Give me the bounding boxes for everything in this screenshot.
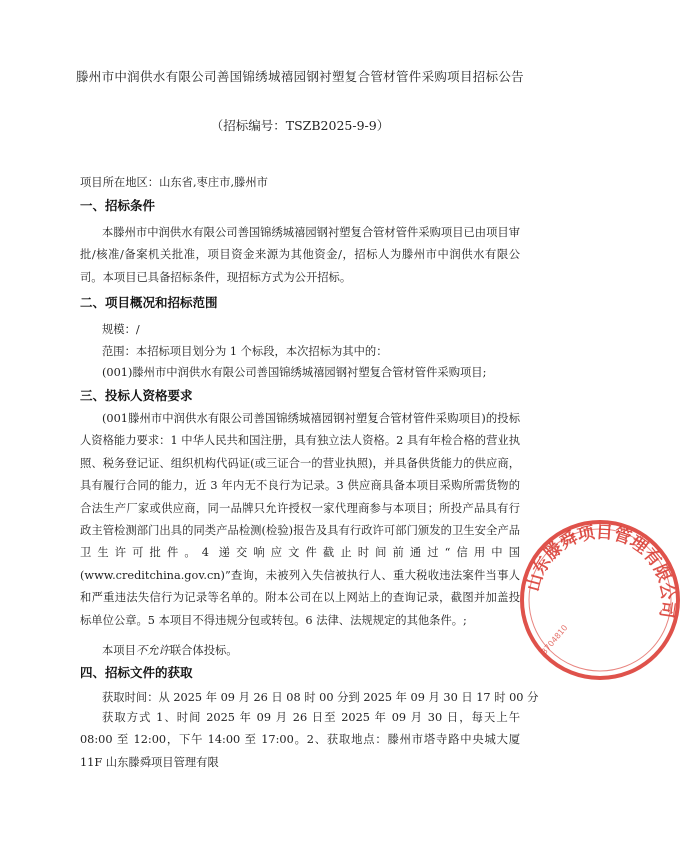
section-4-method: 获取方式 1、时间 2025 年 09 月 26 日至 2025 年 09 月 30 日，每天上午 08:00 至 12:00，下午 14:00 至 17:00。2、获取地点：滕州市塔寺路中央城大厦 11F 山东滕舜项目管理有限	[80, 711, 520, 769]
section-1-text: 本滕州市中润供水有限公司善国锦绣城禧园钢衬塑复合管材管件采购项目已由项目审批/核准/备案机关批准，项目资金来源为其他资金/，招标人为滕州市中润供水有限公司。本项目已具备招标条件，现招标方式为公开招标。	[80, 226, 520, 284]
section-1-heading: 一、招标条件	[80, 198, 156, 213]
project-location: 项目所在地区：山东省,枣庄市,滕州市	[80, 176, 268, 189]
section-2-lot: (001)滕州市中润供水有限公司善国锦绣城禧园钢衬塑复合管材管件采购项目;	[102, 366, 487, 379]
company-seal	[515, 515, 685, 685]
section-4-heading: 四、招标文件的获取	[80, 665, 193, 680]
bid-number: （招标编号：TSZB2025-9-9）	[210, 118, 390, 133]
joint-bid-suffix: 联合体投标。	[169, 644, 238, 657]
joint-bid-prefix: 本项目	[102, 644, 136, 657]
seal-code: 3704810	[539, 623, 570, 657]
document-title: 滕州市中润供水有限公司善国锦绣城禧园钢衬塑复合管材管件采购项目招标公告	[75, 69, 524, 84]
joint-bid-italic: 不允许	[135, 644, 170, 657]
section-2-scale: 规模：/	[102, 323, 140, 336]
svg-text:山东滕舜项目管理有限公司	[523, 523, 677, 620]
section-3-heading: 三、投标人资格要求	[80, 388, 193, 403]
section-4-time: 获取时间：从 2025 年 09 月 26 日 08 时 00 分到 2025 年 09 月 30 日 17 时 00 分	[102, 691, 539, 704]
section-2-scope: 范围：本招标项目划分为 1 个标段，本次招标为其中的：	[102, 345, 388, 358]
joint-bid-note	[102, 642, 238, 658]
seal-text: 山东滕舜项目管理有限公司	[523, 522, 678, 620]
section-2-heading: 二、项目概况和招标范围	[80, 295, 218, 310]
section-3-text: (001滕州市中润供水有限公司善国锦绣城禧园钢衬塑复合管材管件采购项目)的投标人资格能力要求：1 中华人民共和国注册，具有独立法人资格。2 具有年检合格的营业执照、税务登记证、组织机构代码证(或三证合一的营业执照)，并具备供货能力的供应商，具有履行合同的能力，近 3 年内无不良行为记录。3 供应商具备本项目采购所需货物的合法生产厂家或供应商，同一品牌只允许授权一家代理商参与本项目；所投产品具有行政主管检测部门出具的同类产品检测(检验)报告及具有行政许可部门颁发的卫生安全产品卫生许可批件。4 递交响应文件截止时间前通过“信用中国(www.creditchina.gov.cn)”查询，未被列入失信被执行人、重大税收违法案件当事人和严重违法失信行为记录等名单的。附本公司在以上网站上的查询记录，截图并加盖投标单位公章。5 本项目不得违规分包或转包。6 法律、法规规定的其他条件。;	[80, 412, 520, 627]
